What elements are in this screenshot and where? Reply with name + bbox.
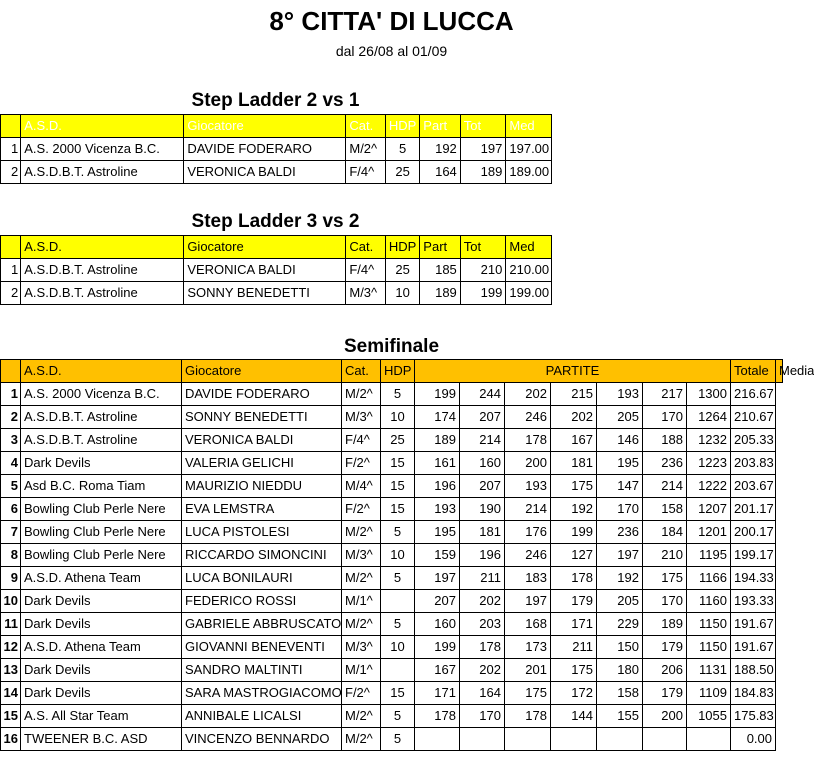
cell-game-5: 180	[597, 659, 643, 682]
cell-game-2: 196	[460, 544, 505, 567]
cell-giocatore: EVA LEMSTRA	[182, 498, 342, 521]
cell-giocatore: SONNY BENEDETTI	[182, 406, 342, 429]
cell-giocatore: DAVIDE FODERARO	[182, 383, 342, 406]
cell-asd: Asd B.C. Roma Tiam	[21, 475, 182, 498]
cell-med: 197.00	[506, 138, 552, 161]
cell-game-4: 175	[551, 475, 597, 498]
semi-header-row	[1, 360, 783, 383]
cell-cat: M/3^	[346, 282, 386, 305]
cell-game-5: 205	[597, 590, 643, 613]
cell-tot: 199	[460, 282, 506, 305]
cell-totale: 1300	[687, 383, 731, 406]
cell-game-5: 170	[597, 498, 643, 521]
cell-hdp: 5	[381, 383, 415, 406]
cell-game-1: 178	[415, 705, 460, 728]
cell-cat: M/2^	[342, 728, 381, 751]
cell-game-2: 164	[460, 682, 505, 705]
cell-media: 184.83	[731, 682, 776, 705]
cell-game-5: 205	[597, 406, 643, 429]
cell-game-6: 179	[643, 636, 687, 659]
cell-totale: 1109	[687, 682, 731, 705]
cell-game-2: 207	[460, 475, 505, 498]
cell-cat: F/4^	[346, 259, 386, 282]
cell-game-6: 200	[643, 705, 687, 728]
cell-game-4: 199	[551, 521, 597, 544]
table-row	[1, 161, 552, 184]
cell-asd: TWEENER B.C. ASD	[21, 728, 182, 751]
cell-med: 210.00	[506, 259, 552, 282]
cell-hdp: 10	[385, 282, 419, 305]
cell-rank: 1	[1, 383, 21, 406]
cell-asd: Dark Devils	[21, 659, 182, 682]
cell-totale: 1264	[687, 406, 731, 429]
cell-cat: M/2^	[342, 383, 381, 406]
cell-hdp: 25	[381, 429, 415, 452]
cell-part: 164	[420, 161, 461, 184]
cell-hdp: 5	[385, 138, 419, 161]
cell-hdp: 15	[381, 475, 415, 498]
header-asd: A.S.D.	[21, 360, 182, 383]
cell-rank: 2	[1, 406, 21, 429]
cell-game-3: 178	[505, 429, 551, 452]
header-hdp: HDP	[381, 360, 415, 383]
cell-game-4: 167	[551, 429, 597, 452]
cell-game-2: 244	[460, 383, 505, 406]
cell-asd: Dark Devils	[21, 452, 182, 475]
cell-media: 199.17	[731, 544, 776, 567]
cell-game-4: 181	[551, 452, 597, 475]
step-ladder-3-heading: Step Ladder 3 vs 2	[191, 211, 360, 232]
cell-rank: 5	[1, 475, 21, 498]
cell-game-2: 181	[460, 521, 505, 544]
cell-game-6: 217	[643, 383, 687, 406]
cell-game-2: 170	[460, 705, 505, 728]
cell-game-2: 160	[460, 452, 505, 475]
cell-game-1: 174	[415, 406, 460, 429]
cell-media: 203.83	[731, 452, 776, 475]
cell-media: 175.83	[731, 705, 776, 728]
cell-game-6: 236	[643, 452, 687, 475]
table-row	[1, 705, 783, 728]
page-subtitle: dal 26/08 al 01/09	[335, 43, 448, 59]
cell-asd: Bowling Club Perle Nere	[21, 521, 182, 544]
cell-game-3: 178	[505, 705, 551, 728]
cell-game-1: 207	[415, 590, 460, 613]
cell-game-2: 203	[460, 613, 505, 636]
cell-game-6	[643, 728, 687, 751]
cell-part: 192	[420, 138, 461, 161]
cell-tot: 197	[460, 138, 506, 161]
cell-game-5: 236	[597, 521, 643, 544]
table-row	[1, 406, 783, 429]
cell-media: 191.67	[731, 636, 776, 659]
cell-game-6: 189	[643, 613, 687, 636]
cell-cat: M/3^	[342, 544, 381, 567]
cell-totale: 1195	[687, 544, 731, 567]
cell-media: 200.17	[731, 521, 776, 544]
cell-game-3: 176	[505, 521, 551, 544]
cell-asd: A.S.D. Athena Team	[21, 636, 182, 659]
cell-med: 189.00	[506, 161, 552, 184]
cell-giocatore: SANDRO MALTINTI	[182, 659, 342, 682]
table-row	[1, 521, 783, 544]
cell-game-6: 158	[643, 498, 687, 521]
cell-game-1: 193	[415, 498, 460, 521]
cell-game-4: 215	[551, 383, 597, 406]
cell-game-3	[505, 728, 551, 751]
cell-game-3: 202	[505, 383, 551, 406]
cell-tot: 189	[460, 161, 506, 184]
cell-giocatore: SONNY BENEDETTI	[184, 282, 346, 305]
cell-cat: F/4^	[342, 429, 381, 452]
cell-cat: M/2^	[346, 138, 386, 161]
cell-med: 199.00	[506, 282, 552, 305]
cell-game-4	[551, 728, 597, 751]
step-ladder-2-table	[0, 114, 552, 184]
cell-hdp: 15	[381, 498, 415, 521]
cell-cat: F/2^	[342, 452, 381, 475]
cell-game-2: 211	[460, 567, 505, 590]
cell-totale: 1166	[687, 567, 731, 590]
cell-rank: 11	[1, 613, 21, 636]
cell-game-5: 155	[597, 705, 643, 728]
cell-game-4: 172	[551, 682, 597, 705]
cell-hdp: 10	[381, 406, 415, 429]
cell-asd: A.S.D.B.T. Astroline	[21, 282, 184, 305]
header-index-cell	[1, 236, 21, 259]
cell-cat: F/4^	[346, 161, 386, 184]
header-giocatore: Giocatore	[184, 236, 346, 259]
cell-cat: M/2^	[342, 567, 381, 590]
cell-game-1: 161	[415, 452, 460, 475]
cell-game-2: 214	[460, 429, 505, 452]
cell-giocatore: VERONICA BALDI	[182, 429, 342, 452]
header-cat: Cat.	[346, 115, 386, 138]
cell-media: 0.00	[731, 728, 776, 751]
cell-game-4: 175	[551, 659, 597, 682]
step-ladder-2-header-row	[1, 115, 552, 138]
cell-game-4: 127	[551, 544, 597, 567]
header-tot: Tot	[460, 236, 506, 259]
cell-cat: M/1^	[342, 590, 381, 613]
cell-rank: 9	[1, 567, 21, 590]
cell-game-1: 171	[415, 682, 460, 705]
cell-game-5: 192	[597, 567, 643, 590]
cell-cat: M/3^	[342, 406, 381, 429]
cell-totale: 1150	[687, 613, 731, 636]
cell-hdp: 10	[381, 636, 415, 659]
cell-game-2: 207	[460, 406, 505, 429]
header-asd: A.S.D.	[21, 115, 184, 138]
table-row	[1, 259, 552, 282]
cell-game-5: 193	[597, 383, 643, 406]
table-row	[1, 544, 783, 567]
header-cat: Cat.	[342, 360, 381, 383]
cell-asd: Dark Devils	[21, 682, 182, 705]
cell-totale: 1207	[687, 498, 731, 521]
cell-game-6: 170	[643, 406, 687, 429]
cell-game-6: 179	[643, 682, 687, 705]
table-row	[1, 567, 783, 590]
cell-hdp: 5	[381, 521, 415, 544]
cell-giocatore: GABRIELE ABBRUSCATO	[182, 613, 342, 636]
cell-asd: A.S. All Star Team	[21, 705, 182, 728]
cell-asd: Dark Devils	[21, 613, 182, 636]
cell-media: 203.67	[731, 475, 776, 498]
header-med: Med	[506, 115, 552, 138]
cell-cat: M/1^	[342, 659, 381, 682]
cell-totale: 1201	[687, 521, 731, 544]
cell-game-1: 195	[415, 521, 460, 544]
cell-game-5	[597, 728, 643, 751]
cell-game-1: 197	[415, 567, 460, 590]
cell-giocatore: SARA MASTROGIACOMO	[182, 682, 342, 705]
header-med: Med	[506, 236, 552, 259]
cell-game-3: 197	[505, 590, 551, 613]
header-part: Part	[420, 115, 461, 138]
table-row	[1, 383, 783, 406]
cell-game-1: 159	[415, 544, 460, 567]
cell-hdp: 5	[381, 705, 415, 728]
cell-hdp: 25	[385, 259, 419, 282]
cell-game-6: 206	[643, 659, 687, 682]
cell-giocatore: VINCENZO BENNARDO	[182, 728, 342, 751]
cell-totale: 1131	[687, 659, 731, 682]
cell-giocatore: LUCA PISTOLESI	[182, 521, 342, 544]
cell-game-6: 210	[643, 544, 687, 567]
cell-cat: M/2^	[342, 613, 381, 636]
cell-game-1: 160	[415, 613, 460, 636]
cell-part: 185	[420, 259, 461, 282]
cell-game-1: 189	[415, 429, 460, 452]
cell-game-6: 214	[643, 475, 687, 498]
cell-asd: A.S.D.B.T. Astroline	[21, 429, 182, 452]
step-ladder-3-header-row	[1, 236, 552, 259]
cell-asd: A.S.D.B.T. Astroline	[21, 406, 182, 429]
header-asd: A.S.D.	[21, 236, 184, 259]
table-row	[1, 138, 552, 161]
cell-rank: 2	[1, 282, 21, 305]
cell-game-3: 246	[505, 406, 551, 429]
cell-game-6: 184	[643, 521, 687, 544]
cell-cat: F/2^	[342, 682, 381, 705]
table-row	[1, 475, 783, 498]
cell-game-1: 199	[415, 636, 460, 659]
cell-game-3: 175	[505, 682, 551, 705]
cell-game-3: 246	[505, 544, 551, 567]
cell-game-6: 175	[643, 567, 687, 590]
cell-game-5: 197	[597, 544, 643, 567]
cell-totale	[687, 728, 731, 751]
cell-tot: 210	[460, 259, 506, 282]
cell-game-4: 178	[551, 567, 597, 590]
cell-game-2	[460, 728, 505, 751]
cell-game-3: 214	[505, 498, 551, 521]
cell-giocatore: DAVIDE FODERARO	[184, 138, 346, 161]
cell-giocatore: GIOVANNI BENEVENTI	[182, 636, 342, 659]
cell-game-1: 196	[415, 475, 460, 498]
cell-hdp: 10	[381, 544, 415, 567]
cell-hdp: 5	[381, 728, 415, 751]
cell-rank: 12	[1, 636, 21, 659]
cell-giocatore: VALERIA GELICHI	[182, 452, 342, 475]
semifinale-table	[0, 359, 814, 751]
cell-game-5: 147	[597, 475, 643, 498]
cell-asd: A.S.D.B.T. Astroline	[21, 259, 184, 282]
cell-game-5: 195	[597, 452, 643, 475]
table-row	[1, 682, 783, 705]
cell-game-6: 188	[643, 429, 687, 452]
cell-hdp: 5	[381, 567, 415, 590]
cell-game-3: 193	[505, 475, 551, 498]
cell-media: 191.67	[731, 613, 776, 636]
cell-hdp	[381, 590, 415, 613]
header-index-cell	[1, 360, 21, 383]
cell-asd: Dark Devils	[21, 590, 182, 613]
cell-asd: Bowling Club Perle Nere	[21, 544, 182, 567]
page-title: 8° CITTA' DI LUCCA	[269, 6, 514, 36]
cell-game-1: 199	[415, 383, 460, 406]
cell-media: 188.50	[731, 659, 776, 682]
cell-totale: 1150	[687, 636, 731, 659]
cell-game-4: 192	[551, 498, 597, 521]
cell-game-3: 168	[505, 613, 551, 636]
cell-totale: 1222	[687, 475, 731, 498]
cell-asd: A.S.D.B.T. Astroline	[21, 161, 184, 184]
cell-game-1: 167	[415, 659, 460, 682]
cell-cat: M/3^	[342, 636, 381, 659]
cell-game-4: 202	[551, 406, 597, 429]
table-row	[1, 659, 783, 682]
cell-cat: M/2^	[342, 705, 381, 728]
table-row	[1, 498, 783, 521]
cell-giocatore: FEDERICO ROSSI	[182, 590, 342, 613]
cell-rank: 10	[1, 590, 21, 613]
cell-rank: 15	[1, 705, 21, 728]
header-cat: Cat.	[346, 236, 386, 259]
cell-part: 189	[420, 282, 461, 305]
cell-media: 194.33	[731, 567, 776, 590]
cell-game-4: 179	[551, 590, 597, 613]
cell-rank: 1	[1, 259, 21, 282]
cell-asd: A.S.D. Athena Team	[21, 567, 182, 590]
table-row	[1, 429, 783, 452]
header-hdp: HDP	[385, 115, 419, 138]
cell-rank: 14	[1, 682, 21, 705]
header-part: Part	[420, 236, 461, 259]
table-row	[1, 636, 783, 659]
header-totale: Totale	[731, 360, 776, 383]
cell-game-5: 229	[597, 613, 643, 636]
cell-rank: 16	[1, 728, 21, 751]
cell-game-6: 170	[643, 590, 687, 613]
cell-game-3: 183	[505, 567, 551, 590]
cell-asd: A.S. 2000 Vicenza B.C.	[21, 138, 184, 161]
cell-hdp: 15	[381, 452, 415, 475]
cell-hdp	[381, 659, 415, 682]
cell-game-5: 150	[597, 636, 643, 659]
table-row	[1, 282, 552, 305]
cell-game-3: 173	[505, 636, 551, 659]
cell-game-1	[415, 728, 460, 751]
cell-asd: A.S. 2000 Vicenza B.C.	[21, 383, 182, 406]
cell-rank: 3	[1, 429, 21, 452]
table-row	[1, 452, 783, 475]
cell-game-5: 158	[597, 682, 643, 705]
cell-giocatore: ANNIBALE LICALSI	[182, 705, 342, 728]
cell-game-4: 211	[551, 636, 597, 659]
cell-rank: 8	[1, 544, 21, 567]
cell-totale: 1232	[687, 429, 731, 452]
cell-hdp: 15	[381, 682, 415, 705]
cell-giocatore: LUCA BONILAURI	[182, 567, 342, 590]
table-row	[1, 613, 783, 636]
step-ladder-3-table	[0, 235, 552, 305]
cell-rank: 6	[1, 498, 21, 521]
cell-game-2: 202	[460, 659, 505, 682]
cell-game-2: 178	[460, 636, 505, 659]
header-media: Media	[776, 360, 783, 383]
cell-cat: M/2^	[342, 521, 381, 544]
cell-totale: 1160	[687, 590, 731, 613]
cell-giocatore: MAURIZIO NIEDDU	[182, 475, 342, 498]
cell-hdp: 5	[381, 613, 415, 636]
cell-rank: 13	[1, 659, 21, 682]
cell-media: 216.67	[731, 383, 776, 406]
cell-media: 210.67	[731, 406, 776, 429]
cell-game-4: 144	[551, 705, 597, 728]
header-index-cell	[1, 115, 21, 138]
header-hdp: HDP	[385, 236, 419, 259]
cell-rank: 7	[1, 521, 21, 544]
cell-giocatore: RICCARDO SIMONCINI	[182, 544, 342, 567]
cell-rank: 1	[1, 138, 21, 161]
cell-totale: 1223	[687, 452, 731, 475]
cell-cat: F/2^	[342, 498, 381, 521]
semifinale-heading: Semifinale	[343, 336, 440, 357]
cell-asd: Bowling Club Perle Nere	[21, 498, 182, 521]
header-giocatore: Giocatore	[182, 360, 342, 383]
cell-game-5: 146	[597, 429, 643, 452]
cell-media: 201.17	[731, 498, 776, 521]
cell-giocatore: VERONICA BALDI	[184, 161, 346, 184]
cell-game-2: 202	[460, 590, 505, 613]
cell-media: 205.33	[731, 429, 776, 452]
table-row	[1, 590, 783, 613]
cell-game-3: 201	[505, 659, 551, 682]
cell-game-4: 171	[551, 613, 597, 636]
cell-media: 193.33	[731, 590, 776, 613]
cell-rank: 4	[1, 452, 21, 475]
step-ladder-2-heading: Step Ladder 2 vs 1	[191, 90, 360, 111]
cell-giocatore: VERONICA BALDI	[184, 259, 346, 282]
cell-hdp: 25	[385, 161, 419, 184]
cell-game-3: 200	[505, 452, 551, 475]
cell-cat: M/4^	[342, 475, 381, 498]
cell-game-2: 190	[460, 498, 505, 521]
table-row	[1, 728, 783, 751]
header-giocatore: Giocatore	[184, 115, 346, 138]
cell-totale: 1055	[687, 705, 731, 728]
cell-rank: 2	[1, 161, 21, 184]
header-tot: Tot	[460, 115, 506, 138]
header-partite: PARTITE	[415, 360, 731, 383]
